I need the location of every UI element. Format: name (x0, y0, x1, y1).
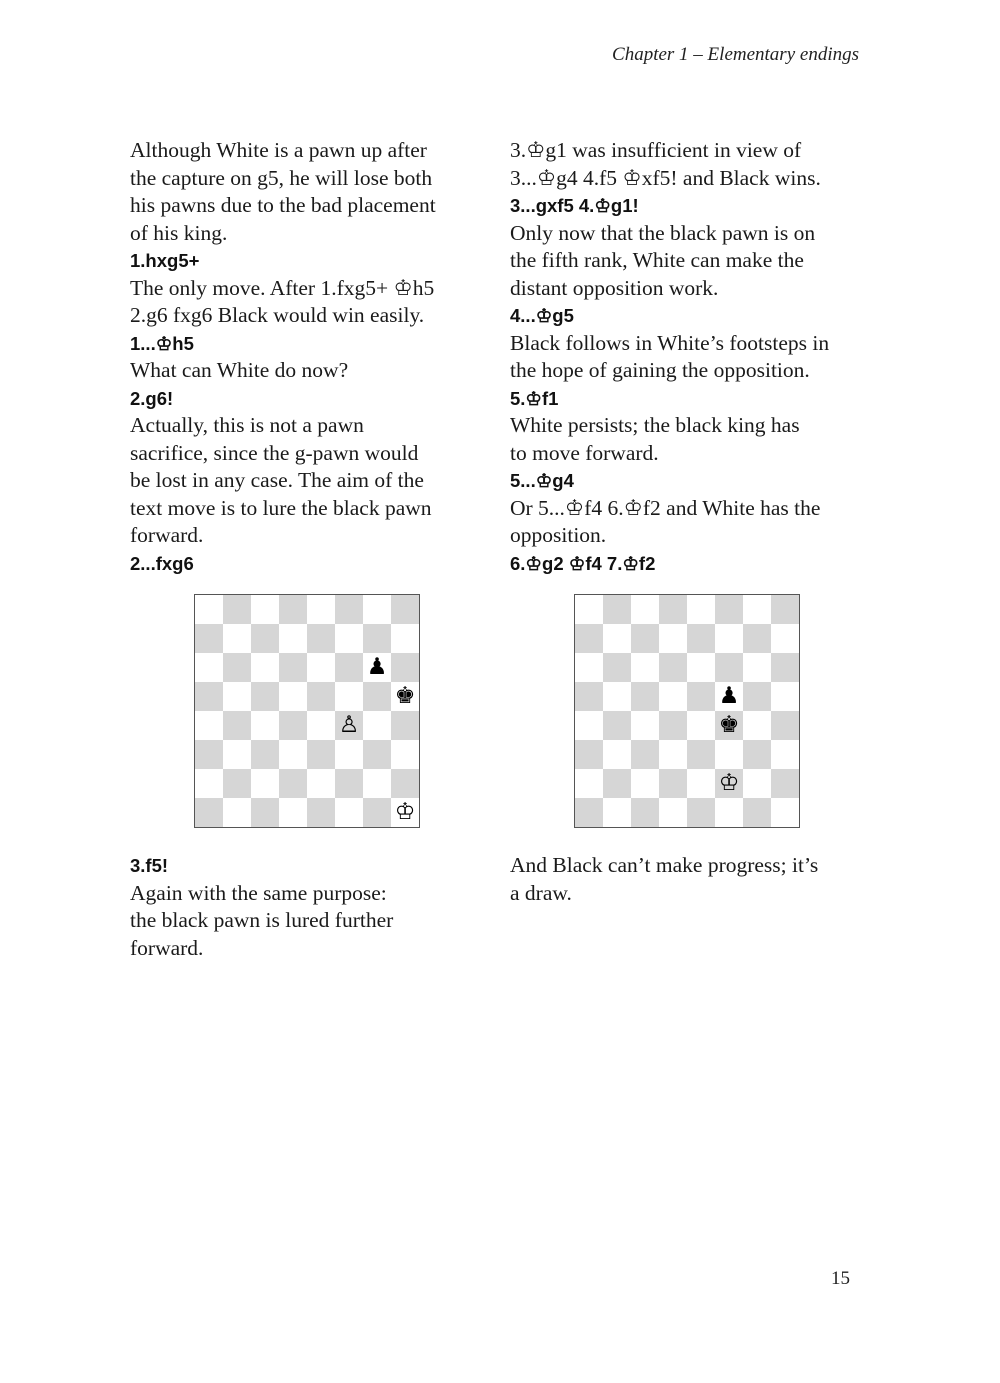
board-square-f3 (715, 740, 743, 769)
board-square-g8 (743, 595, 771, 624)
move-notation: 6.♔g2 ♔f4 7.♔f2 (510, 552, 656, 574)
text-line: of his king. (130, 220, 228, 245)
board-square-d7 (659, 624, 687, 653)
board-square-a2 (575, 769, 603, 798)
board-square-a8 (195, 595, 223, 624)
board-square-h5 (771, 682, 799, 711)
board-square-f8 (715, 595, 743, 624)
board-square-c3 (631, 740, 659, 769)
board-square-h7 (771, 624, 799, 653)
board-square-g2 (363, 769, 391, 798)
white-king-icon: ♔ (394, 799, 416, 825)
board-square-h2 (391, 769, 419, 798)
text-line: sacrifice, since the g-pawn would (130, 440, 419, 465)
board-square-g1 (743, 798, 771, 827)
board-square-e1 (307, 798, 335, 827)
board-square-d3 (659, 740, 687, 769)
chess-diagram-left (194, 594, 420, 828)
black-king-icon: ♚ (718, 712, 740, 738)
board-square-c2 (631, 769, 659, 798)
board-square-e2 (307, 769, 335, 798)
board-square-b4 (603, 711, 631, 740)
board-square-a1 (195, 798, 223, 827)
board-square-h8 (771, 595, 799, 624)
text-line: 2.g6 fxg6 Black would win easily. (130, 303, 425, 327)
board-square-f6 (715, 653, 743, 682)
move-notation: 4...♔g5 (510, 305, 574, 326)
board-square-a5 (575, 682, 603, 711)
board-square-b7 (603, 624, 631, 653)
right-column-bottom (510, 852, 870, 907)
board-square-a3 (575, 740, 603, 769)
board-square-e6 (307, 653, 335, 682)
board-square-b2 (223, 769, 251, 798)
board-square-a7 (575, 624, 603, 653)
text-line: Or 5...♔f4 6.♔f2 and White has the (510, 495, 821, 520)
board-square-e8 (307, 595, 335, 624)
board-square-g2 (743, 769, 771, 798)
text-line: to move forward. (510, 440, 659, 465)
board-square-c2 (251, 769, 279, 798)
board-square-c4 (631, 711, 659, 740)
board-square-f1 (335, 798, 363, 827)
text-line: forward. (130, 935, 204, 960)
text-line: Although White is a pawn up after (130, 138, 427, 162)
text-line: the fifth rank, White can make the (510, 248, 804, 272)
board-square-c8 (251, 595, 279, 624)
text-line: the capture on g5, he will lose both (130, 165, 433, 190)
board-square-f7 (335, 624, 363, 653)
board-square-c1 (251, 798, 279, 827)
text-line: Again with the same purpose: (130, 880, 387, 905)
board-square-d8 (659, 595, 687, 624)
board-square-h8 (391, 595, 419, 624)
board-square-d2 (659, 769, 687, 798)
black-pawn-icon: ♟ (366, 654, 388, 680)
text-line: the hope of gaining the opposition. (510, 358, 810, 382)
board-square-g6 (743, 653, 771, 682)
black-pawn-icon: ♟ (718, 683, 740, 709)
board-square-f7 (715, 624, 743, 653)
move-notation: 3...gxf5 4.♔g1! (510, 195, 639, 216)
board-square-b5 (223, 682, 251, 711)
black-king-icon: ♚ (394, 683, 416, 709)
board-square-h4 (771, 711, 799, 740)
board-square-b6 (603, 653, 631, 682)
board-square-c6 (251, 653, 279, 682)
board-square-c1 (631, 798, 659, 827)
move-notation: 2...fxg6 (130, 552, 194, 574)
text-line: 3.♔g1 was insufficient in view of (510, 138, 802, 162)
board-square-c4 (251, 711, 279, 740)
move-notation: 1...♔h5 (130, 332, 194, 354)
white-pawn-icon: ♙ (338, 712, 360, 738)
board-square-d1 (279, 798, 307, 827)
text-line: 3...♔g4 4.f5 ♔xf5! and Black wins. (510, 165, 821, 190)
board-square-g8 (363, 595, 391, 624)
board-square-d2 (279, 769, 307, 798)
board-square-f6 (335, 653, 363, 682)
text-line: What can White do now? (130, 358, 349, 382)
board-square-f8 (335, 595, 363, 624)
white-king-icon: ♔ (718, 770, 740, 796)
board-square-a7 (195, 624, 223, 653)
board-square-d8 (279, 595, 307, 624)
chess-diagram-right (574, 594, 800, 828)
move-notation: 5.♔f1 (510, 387, 559, 409)
board-square-g5 (363, 682, 391, 711)
text-line: opposition. (510, 523, 607, 547)
move-notation: 3.f5! (130, 855, 169, 876)
board-square-a4 (195, 711, 223, 740)
board-square-c5 (631, 682, 659, 711)
board-square-b2 (603, 769, 631, 798)
board-square-a5 (195, 682, 223, 711)
board-square-e7 (307, 624, 335, 653)
board-square-b4 (223, 711, 251, 740)
board-square-a8 (575, 595, 603, 624)
board-square-g4 (363, 711, 391, 740)
text-line: his pawns due to the bad placement (130, 193, 436, 217)
text-line: Only now that the black pawn is on (510, 220, 816, 245)
board-square-b3 (223, 740, 251, 769)
board-square-e5 (687, 682, 715, 711)
board-square-a1 (575, 798, 603, 827)
board-square-d6 (279, 653, 307, 682)
board-square-h6 (771, 653, 799, 682)
board-square-e4 (687, 711, 715, 740)
board-square-d5 (279, 682, 307, 711)
board-square-a2 (195, 769, 223, 798)
page-number: 15 (831, 1268, 850, 1289)
board-square-f2 (335, 769, 363, 798)
right-column-top (510, 137, 870, 577)
board-square-f1 (715, 798, 743, 827)
board-square-b1 (603, 798, 631, 827)
board-square-b1 (223, 798, 251, 827)
text-line: distant opposition work. (510, 275, 719, 300)
board-square-a4 (575, 711, 603, 740)
board-square-a6 (575, 653, 603, 682)
board-square-d4 (659, 711, 687, 740)
text-line: a draw. (510, 880, 572, 905)
left-column-bottom (130, 852, 490, 962)
board-square-g7 (363, 624, 391, 653)
running-head: Chapter 1 – Elementary endings (612, 44, 859, 65)
board-square-g4 (743, 711, 771, 740)
board-square-b3 (603, 740, 631, 769)
board-square-e8 (687, 595, 715, 624)
move-notation: 2.g6! (130, 387, 174, 409)
text-line: forward. (130, 523, 204, 547)
board-square-e6 (687, 653, 715, 682)
text-line: Actually, this is not a pawn (130, 413, 364, 437)
text-line: White persists; the black king has (510, 413, 800, 437)
board-square-c7 (631, 624, 659, 653)
board-square-g5 (743, 682, 771, 711)
board-square-b5 (603, 682, 631, 711)
board-square-b6 (223, 653, 251, 682)
board-square-d3 (279, 740, 307, 769)
board-square-d4 (279, 711, 307, 740)
board-square-h3 (771, 740, 799, 769)
board-square-h3 (391, 740, 419, 769)
left-column-top (130, 137, 490, 577)
move-notation: 5...♔g4 (510, 470, 574, 491)
board-square-f3 (335, 740, 363, 769)
board-square-d7 (279, 624, 307, 653)
board-square-c8 (631, 595, 659, 624)
board-square-e4 (307, 711, 335, 740)
board-square-g1 (363, 798, 391, 827)
board-square-d1 (659, 798, 687, 827)
board-square-c3 (251, 740, 279, 769)
board-square-e2 (687, 769, 715, 798)
board-square-e3 (307, 740, 335, 769)
text-line: text move is to lure the black pawn (130, 495, 432, 520)
board-square-c7 (251, 624, 279, 653)
board-square-f5 (335, 682, 363, 711)
board-square-e7 (687, 624, 715, 653)
board-square-e5 (307, 682, 335, 711)
board-square-h6 (391, 653, 419, 682)
board-square-a6 (195, 653, 223, 682)
board-square-d6 (659, 653, 687, 682)
board-square-h2 (771, 769, 799, 798)
text-line: the black pawn is lured further (130, 908, 394, 932)
text-line: be lost in any case. The aim of the (130, 468, 424, 492)
board-square-e3 (687, 740, 715, 769)
text-line: The only move. After 1.fxg5+ ♔h5 (130, 275, 435, 300)
board-square-e1 (687, 798, 715, 827)
board-square-g7 (743, 624, 771, 653)
board-square-c6 (631, 653, 659, 682)
board-square-h1 (771, 798, 799, 827)
board-square-a3 (195, 740, 223, 769)
board-square-b8 (223, 595, 251, 624)
board-square-b8 (603, 595, 631, 624)
board-square-g3 (743, 740, 771, 769)
text-line: Black follows in White’s footsteps in (510, 330, 830, 355)
board-square-c5 (251, 682, 279, 711)
board-square-b7 (223, 624, 251, 653)
board-square-d5 (659, 682, 687, 711)
board-square-g3 (363, 740, 391, 769)
board-square-h4 (391, 711, 419, 740)
move-notation: 1.hxg5+ (130, 250, 200, 271)
text-line: And Black can’t make progress; it’s (510, 853, 819, 877)
board-square-h7 (391, 624, 419, 653)
